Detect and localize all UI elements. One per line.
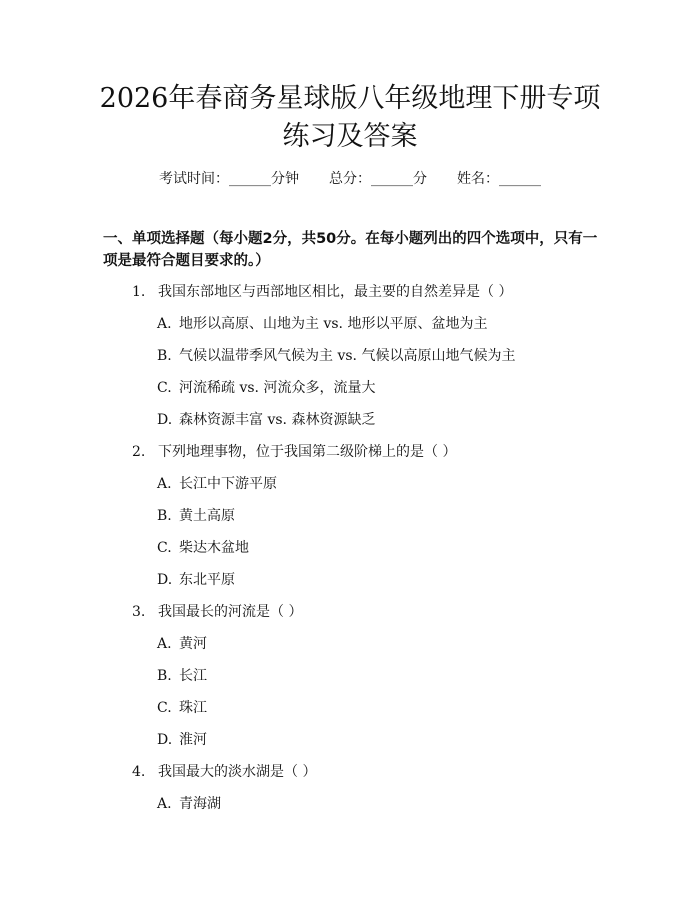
option-text: 黄土高原 <box>179 508 235 524</box>
question-number: 3. <box>132 604 146 620</box>
option-text: 气候以温带季风气候为主 vs. 气候以高原山地气候为主 <box>179 348 516 364</box>
option-letter: A. <box>157 636 172 652</box>
option-2b <box>157 505 235 525</box>
option-text: 森林资源丰富 vs. 森林资源缺乏 <box>179 412 376 428</box>
option-text: 淮河 <box>179 732 207 748</box>
question-number: 1. <box>132 284 146 300</box>
option-letter: A. <box>157 316 172 332</box>
question-text: 我国东部地区与西部地区相比，最主要的自然差异是（ ） <box>158 284 513 300</box>
option-1c <box>157 377 375 397</box>
option-1d <box>157 409 375 429</box>
option-letter: B. <box>157 348 172 364</box>
option-2c <box>157 537 249 557</box>
option-letter: A. <box>157 796 172 812</box>
option-3b <box>157 665 207 685</box>
option-text: 东北平原 <box>179 572 235 588</box>
option-text: 青海湖 <box>179 796 221 812</box>
question-text: 我国最大的淡水湖是（ ） <box>158 764 317 780</box>
student-name-label: 姓名：______ <box>457 171 541 187</box>
option-letter: C. <box>157 540 172 556</box>
option-3d <box>157 729 207 749</box>
exam-time-label: 考试时间：______分钟 <box>159 171 299 187</box>
question-text: 我国最长的河流是（ ） <box>158 604 303 620</box>
document-title: 2026年春商务星球版八年级地理下册专项练习及答案 <box>99 83 601 152</box>
option-letter: D. <box>157 412 173 428</box>
option-text: 黄河 <box>179 636 207 652</box>
question-2 <box>132 441 456 461</box>
option-letter: D. <box>157 572 173 588</box>
option-letter: C. <box>157 700 172 716</box>
option-text: 珠江 <box>179 700 207 716</box>
option-letter: B. <box>157 508 172 524</box>
option-1a <box>157 313 487 333</box>
question-3 <box>132 601 302 621</box>
question-number: 4. <box>132 764 146 780</box>
option-3c <box>157 697 207 717</box>
question-4 <box>132 761 316 781</box>
section-heading: 一、单项选择题（每小题2分，共50分。在每小题列出的四个选项中，只有一项是最符合题目要求的。） <box>103 231 598 269</box>
question-number: 2. <box>132 444 146 460</box>
option-text: 地形以高原、山地为主 vs. 地形以平原、盆地为主 <box>179 316 488 332</box>
total-score-label: 总分：______分 <box>329 171 427 187</box>
option-letter: D. <box>157 732 173 748</box>
option-text: 柴达木盆地 <box>179 540 249 556</box>
option-4a <box>157 793 221 813</box>
option-letter: C. <box>157 380 172 396</box>
option-letter: A. <box>157 476 172 492</box>
question-1 <box>132 281 512 301</box>
question-text: 下列地理事物，位于我国第二级阶梯上的是（ ） <box>158 444 457 460</box>
option-text: 长江 <box>179 668 207 684</box>
option-1b <box>157 345 515 365</box>
option-text: 河流稀疏 vs. 河流众多，流量大 <box>179 380 376 396</box>
option-text: 长江中下游平原 <box>179 476 277 492</box>
option-letter: B. <box>157 668 172 684</box>
option-3a <box>157 633 207 653</box>
option-2a <box>157 473 277 493</box>
exam-meta <box>0 168 700 188</box>
option-2d <box>157 569 235 589</box>
